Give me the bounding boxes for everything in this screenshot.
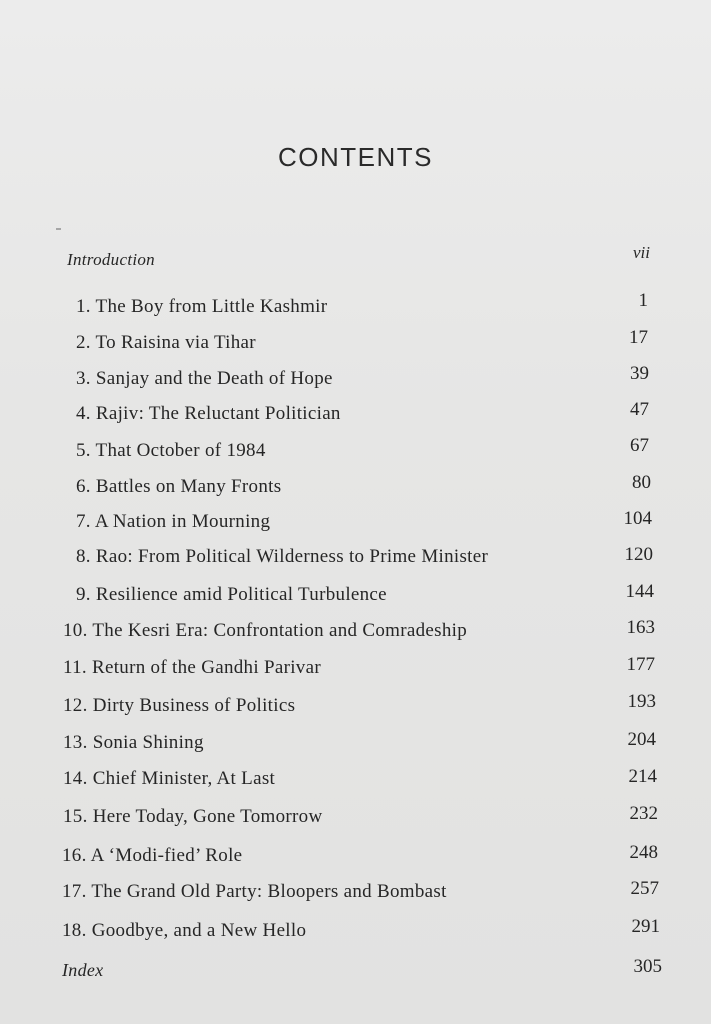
toc-entry-chapter-13 [0,729,711,762]
toc-entry-label: 1. The Boy from Little Kashmir [76,296,328,317]
toc-entry-label: 15. Here Today, Gone Tomorrow [63,806,323,827]
toc-entry-label: 10. The Kesri Era: Confrontation and Comradeship [63,620,467,641]
toc-entry-page: 257 [630,878,659,899]
toc-entry-label: 5. That October of 1984 [76,440,266,461]
toc-entry-page: 291 [631,916,660,937]
toc-entry-page: 305 [633,956,662,977]
toc-entry-chapter-10 [0,617,711,650]
toc-entry-page: 1 [638,290,648,311]
toc-entry-page: 204 [627,729,656,750]
toc-entry-chapter-2 [0,327,711,362]
toc-entry-page: 193 [627,691,656,712]
toc-entry-page: 17 [629,327,648,348]
toc-entry-label: Index [62,960,104,980]
toc-entry-page: 47 [630,399,649,420]
toc-entry-chapter-17 [0,878,711,911]
toc-entry-label: 12. Dirty Business of Politics [63,695,296,716]
print-mark [56,228,61,230]
toc-entry-page: 232 [629,803,658,824]
toc-entry-label: 18. Goodbye, and a New Hello [62,920,307,941]
toc-entry-introduction [0,243,711,278]
toc-entry-chapter-12 [0,691,711,725]
toc-entry-chapter-6 [0,472,711,506]
toc-entry-page: 104 [623,508,652,529]
toc-entry-label: 4. Rajiv: The Reluctant Politician [76,403,341,424]
toc-entry-label: 7. A Nation in Mourning [76,511,271,532]
toc-entry-page: 248 [629,842,658,863]
toc-entry-label: 13. Sonia Shining [63,732,204,753]
toc-entry-chapter-16 [0,842,711,875]
toc-entry-label: 8. Rao: From Political Wilderness to Prime Minister [76,546,489,567]
toc-entry-page: 120 [624,544,653,565]
toc-entry-label: 17. The Grand Old Party: Bloopers and Bombast [62,881,447,902]
toc-entry-chapter-1 [0,290,711,326]
toc-entry-label: Introduction [67,250,155,269]
toc-entry-page: 177 [626,654,655,675]
toc-entry-chapter-3 [0,363,711,398]
toc-entry-label: 14. Chief Minister, At Last [63,768,276,789]
toc-entry-label: 11. Return of the Gandhi Parivar [63,657,321,678]
toc-entry-page: 67 [630,435,649,456]
toc-entry-index [0,958,711,988]
toc-entry-chapter-8 [0,546,711,576]
toc-entry-chapter-5 [0,435,711,470]
toc-entry-chapter-15 [0,803,711,836]
toc-entry-label: 2. To Raisina via Tihar [76,332,256,353]
contents-title: CONTENTS [278,142,433,172]
toc-entry-chapter-11 [0,654,711,687]
toc-entry-label: 16. A ‘Modi-fied’ Role [62,845,243,866]
toc-entry-chapter-4 [0,399,711,433]
toc-entry-label: 3. Sanjay and the Death of Hope [76,368,333,389]
toc-entry-page: 80 [632,472,651,493]
toc-entry-chapter-9 [0,581,711,614]
toc-entry-label: 9. Resilience amid Political Turbulence [76,584,387,605]
toc-entry-chapter-7 [0,508,711,541]
toc-entry-chapter-18 [0,916,711,950]
toc-entry-page: 39 [630,363,649,384]
toc-entry-page: 214 [628,766,657,787]
toc-entry-page: vii [633,243,650,262]
toc-entry-page: 144 [625,581,654,602]
toc-entry-chapter-14 [0,768,711,798]
toc-entry-label: 6. Battles on Many Fronts [76,476,282,497]
toc-entry-page: 163 [626,617,655,638]
